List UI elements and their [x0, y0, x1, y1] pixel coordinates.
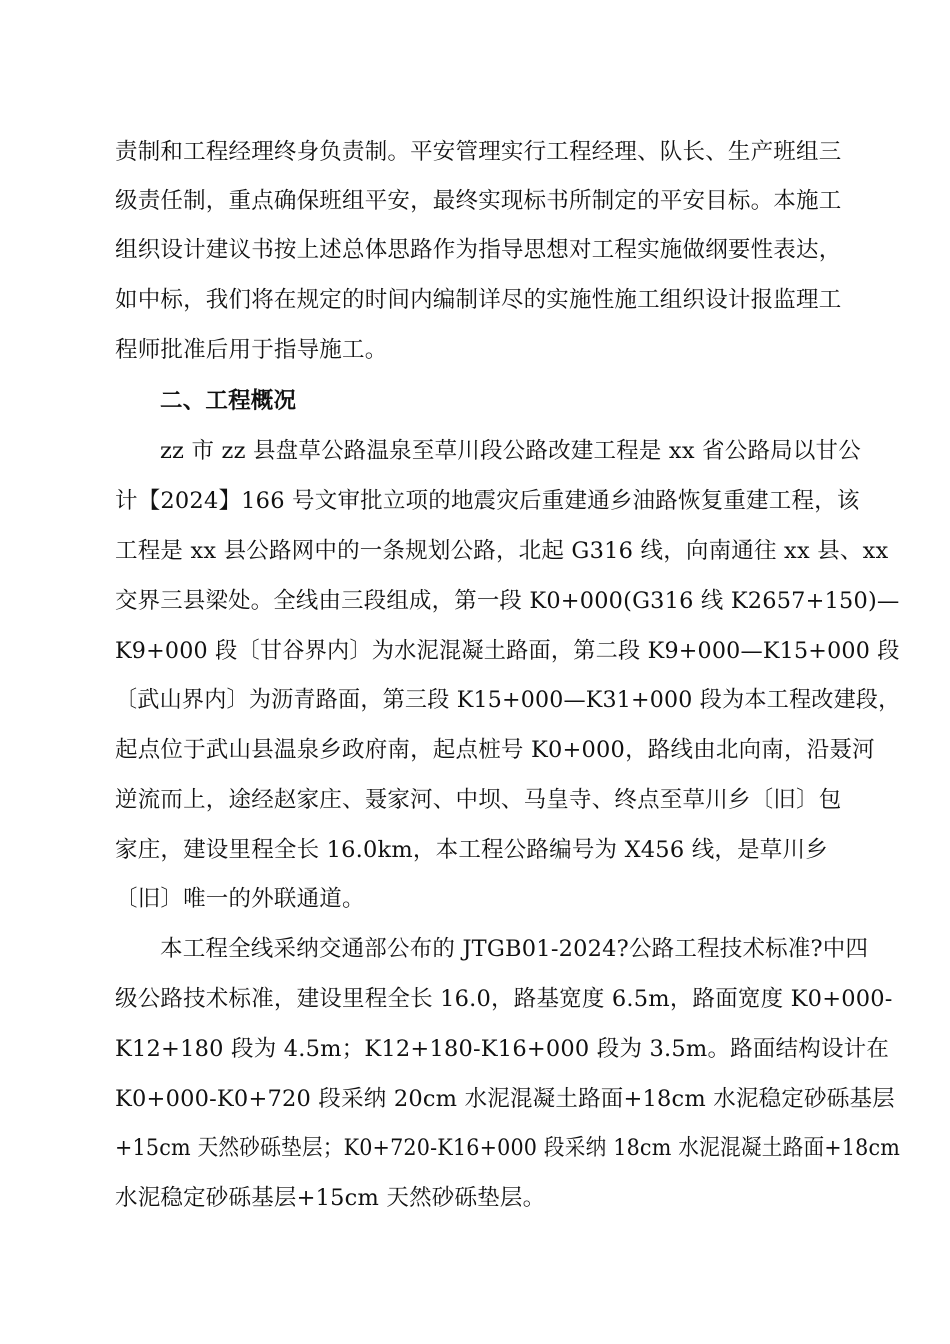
paragraph-3-line-3: K12+180 段为 4.5m；K12+180-K16+000 段为 3.5m。路面结构设计在 — [115, 1036, 890, 1062]
paragraph-2-line-9: 家庄，建设里程全长 16.0km，本工程公路编号为 X456 线，是草川乡 — [115, 837, 828, 863]
paragraph-1-line-4: 如中标，我们将在规定的时间内编制详尽的实施性施工组织设计报监理工 — [115, 287, 842, 313]
paragraph-1-line-5: 程师批准后用于指导施工。 — [115, 337, 388, 363]
paragraph-3-line-1: 本工程全线采纳交通部公布的 JTGB01-2024?公路工程技术标准?中四 — [160, 936, 869, 962]
paragraph-3-line-5: +15cm 天然砂砾垫层；K0+720-K16+000 段采纳 18cm 水泥混凝土路面+18cm — [115, 1135, 901, 1161]
paragraph-2-line-6: 〔武山界内〕为沥青路面，第三段 K15+000—K31+000 段为本工程改建段， — [115, 687, 901, 713]
section-heading: 二、工程概况 — [160, 388, 297, 414]
paragraph-3-line-2: 级公路技术标准，建设里程全长 16.0，路基宽度 6.5m，路面宽度 K0+000- — [115, 986, 893, 1012]
paragraph-2-line-4: 交界三县梁处。全线由三段组成，第一段 K0+000(G316 线 K2657+150)— — [115, 588, 900, 614]
paragraph-2-line-1: zz 市 zz 县盘草公路温泉至草川段公路改建工程是 xx 省公路局以甘公 — [160, 438, 861, 464]
paragraph-2-line-10: 〔旧〕唯一的外联通道。 — [115, 886, 365, 912]
paragraph-2-line-3: 工程是 xx 县公路网中的一条规划公路，北起 G316 线，向南通往 xx 县、xx — [115, 538, 889, 564]
paragraph-2-line-2: 计【2024】166 号文审批立项的地震灾后重建通乡油路恢复重建工程，该 — [115, 488, 860, 514]
paragraph-2-line-5: K9+000 段〔甘谷界内〕为水泥混凝土路面，第二段 K9+000—K15+000 段 — [115, 638, 900, 664]
paragraph-3-line-4: K0+000-K0+720 段采纳 20cm 水泥混凝土路面+18cm 水泥稳定砂砾基层 — [115, 1086, 895, 1112]
paragraph-3-line-6: 水泥稳定砂砾基层+15cm 天然砂砾垫层。 — [115, 1185, 546, 1211]
paragraph-2-line-7: 起点位于武山县温泉乡政府南，起点桩号 K0+000，路线由北向南，沿聂河 — [115, 737, 875, 763]
paragraph-1-line-3: 组织设计建议书按上述总体思路作为指导思想对工程实施做纲要性表达， — [115, 237, 842, 263]
paragraph-1-line-2: 级责任制，重点确保班组平安，最终实现标书所制定的平安目标。本施工 — [115, 188, 842, 214]
paragraph-1-line-1: 责制和工程经理终身负责制。平安管理实行工程经理、队长、生产班组三 — [115, 139, 842, 165]
paragraph-2-line-8: 逆流而上，途经赵家庄、聂家河、中坝、马皇寺、终点至草川乡〔旧〕包 — [115, 787, 842, 813]
